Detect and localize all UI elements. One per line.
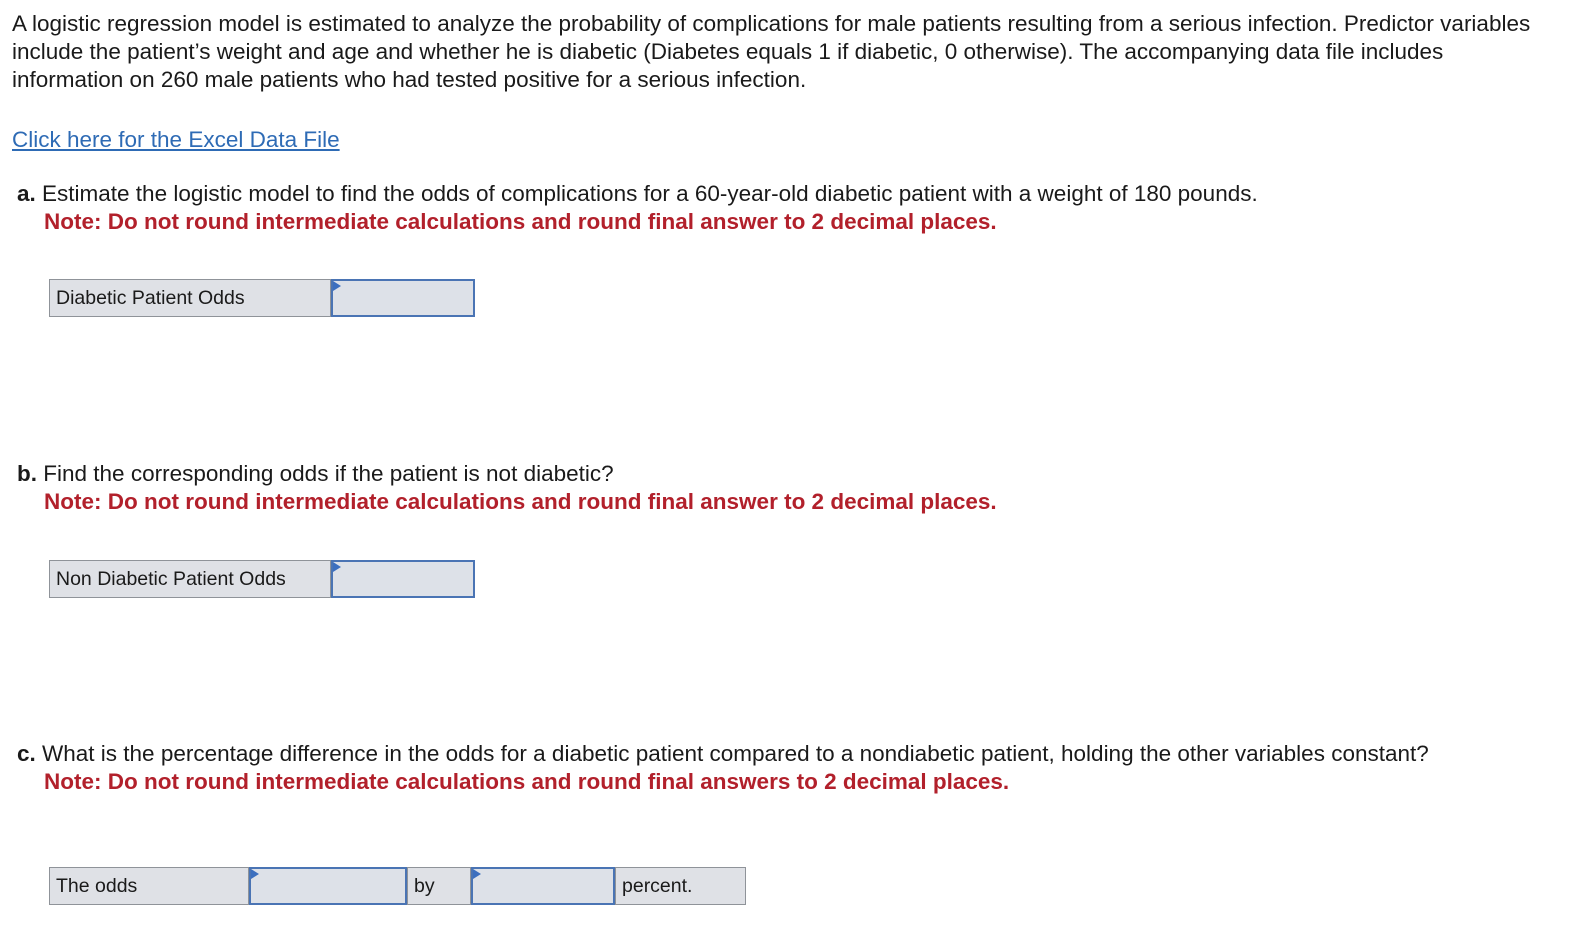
percent-difference-input-wrap xyxy=(471,867,615,905)
percent-label: percent. xyxy=(615,867,746,905)
odds-direction-input-wrap xyxy=(249,867,407,905)
question-b-note: Note: Do not round intermediate calculations and round final answer to 2 decimal places. xyxy=(44,489,997,514)
non-diabetic-odds-input-wrap xyxy=(331,560,475,598)
question-a xyxy=(17,180,1524,236)
answer-row-c xyxy=(49,867,746,905)
the-odds-label: The odds xyxy=(49,867,249,905)
non-diabetic-odds-label: Non Diabetic Patient Odds xyxy=(49,560,331,598)
problem-intro: A logistic regression model is estimated to analyze the probability of complications for male patients resulting from a serious infection. Predictor variables include the patient’s weight and age and whether he is diabetic (Diabetes equals 1 if diabetic, 0 otherwise). The accompanying data file includes information on 260 male patients who had tested positive for a serious infection. xyxy=(12,11,1531,92)
excel-data-file-link[interactable]: Click here for the Excel Data File xyxy=(12,127,340,152)
diabetic-odds-label: Diabetic Patient Odds xyxy=(49,279,331,317)
question-b-text: Find the corresponding odds if the patient is not diabetic? xyxy=(43,461,614,486)
question-c-note: Note: Do not round intermediate calculations and round final answers to 2 decimal places. xyxy=(44,769,1010,794)
question-a-letter: a. xyxy=(17,181,36,206)
question-a-note: Note: Do not round intermediate calculations and round final answer to 2 decimal places. xyxy=(44,209,997,234)
answer-row-b xyxy=(49,560,475,598)
percent-difference-input[interactable] xyxy=(471,867,615,905)
question-c-text: What is the percentage difference in the odds for a diabetic patient compared to a nondiabetic patient, holding the other variables constant? xyxy=(42,741,1429,766)
odds-direction-input[interactable] xyxy=(249,867,407,905)
question-b-letter: b. xyxy=(17,461,37,486)
question-b xyxy=(17,460,1524,516)
diabetic-odds-input-wrap xyxy=(331,279,475,317)
diabetic-odds-input[interactable] xyxy=(331,279,475,317)
question-a-text: Estimate the logistic model to find the odds of complications for a 60-year-old diabetic patient with a weight of 180 pounds. xyxy=(42,181,1258,206)
non-diabetic-odds-input[interactable] xyxy=(331,560,475,598)
question-c xyxy=(17,740,1524,796)
by-label: by xyxy=(407,867,471,905)
answer-row-a xyxy=(49,279,475,317)
question-c-letter: c. xyxy=(17,741,36,766)
